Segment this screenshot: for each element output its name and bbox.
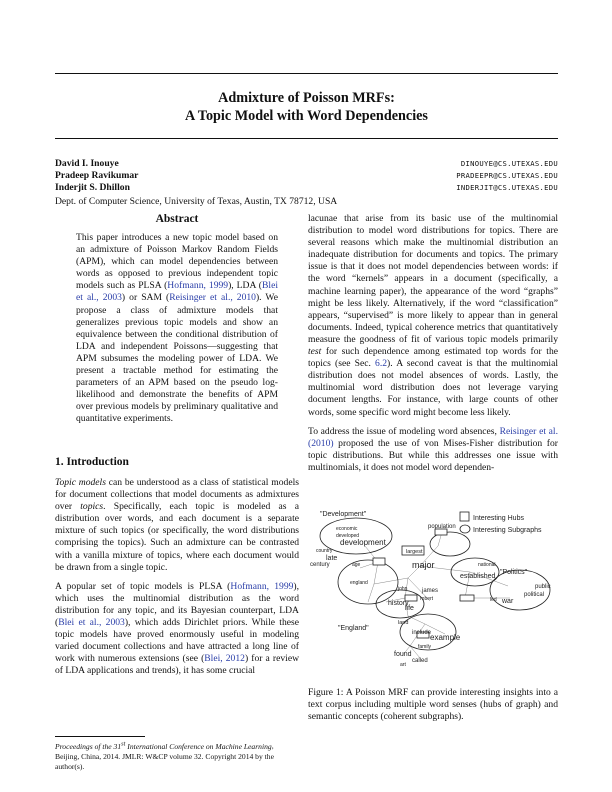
abstract-heading: Abstract	[155, 213, 199, 225]
word-label: late	[326, 555, 338, 562]
group-label-england: "England"	[338, 625, 369, 632]
hub-box	[460, 595, 474, 601]
subgraph-england	[338, 560, 398, 604]
word-label: england	[350, 580, 368, 586]
word-label: family	[418, 644, 432, 650]
word-label: land	[398, 620, 409, 626]
word-label: example	[430, 633, 461, 642]
word-label: include	[412, 630, 432, 636]
abstract-text: This paper introduces a new topic model based on an admixture of Poisson Markov Random Fields (APM), which can model dependencies between words as opposed to previous independent topic models such as PLSA (Hofmann, 1999), LDA (Blei et al., 2003) or SAM (Reisinger et al., 2010). We propose a class of admixture models that generalizes previous topic models and show an equivalence between the conditional distribution of LDA and independent Poissons—suggesting that APM subsumes the modeling power of LDA. We present a tractable method for estimating the parameters of an APM based on the pseudo log-likelihood and demonstrate the benefits of APM over previous models by preliminary qualitative and quantitative experiments.	[76, 232, 279, 425]
graph-legend	[460, 512, 542, 534]
author-email[interactable]: DINOUYE@CS.UTEXAS.EDU	[460, 159, 558, 168]
legend-hubs-label: Interesting Hubs	[473, 515, 524, 522]
word-label: james	[422, 588, 439, 594]
legend-hub-icon	[460, 512, 469, 521]
author-name: Pradeep Ravikumar	[55, 170, 139, 181]
legend-subgraphs-label: Interesting Subgraphs	[473, 527, 542, 534]
section-ref-link[interactable]: 6.2	[375, 358, 388, 370]
figure-word-graph	[310, 506, 558, 674]
word-label: war	[502, 598, 514, 605]
word-label: art	[400, 662, 406, 668]
word-label: century	[310, 562, 330, 568]
title-line-1: Admixture of Poisson MRFs:	[218, 90, 395, 106]
word-label: political	[524, 592, 545, 598]
word-label: history	[388, 600, 409, 607]
paragraph: lacunae that arise from its basic use of the multinomial distribution to model word distributions for topics. There are several reasons which make the multinomial distribution an inadequate distribution for documents and topics. The primary issue is that it does not model dependencies between words: if the word “kernels” appears in a document (specifically, a machine learning paper), the appearance of the word “graphs” might be less likely. Alternatively, if the word “classification” appears, “supervised” is more likely to appear than in general documents. Indeed, typical coherence metrics that quantitatively measure the goodness of fit of various topic models primarily test for such dependence among estimated top words for the topics (see Sec. 6.2). A second caveat is that the multinomial distribution does not model absences of words. Lastly, the multinomial word distribution does not leverage varying document lengths. For instance, with large counts of other words, some specific word might become less likely.	[308, 213, 558, 418]
paragraph: To address the issue of modeling word absences, Reisinger et al. (2010) proposed the use of von Mises-Fisher distribution for topic distributions. But while this addresses one issue with multinomials, it does not model word dependen-	[308, 425, 558, 473]
subgraph-politics	[490, 570, 550, 610]
hub-box	[373, 558, 385, 565]
author-list	[55, 158, 558, 194]
word-label: development	[340, 538, 386, 547]
word-label: country	[316, 548, 333, 554]
word-label: called	[412, 658, 428, 664]
word-label: led	[490, 597, 497, 603]
word-label: robert	[420, 596, 434, 602]
author-row	[55, 182, 558, 194]
group-label-politics: "Politics"	[500, 569, 528, 576]
word-label: life	[405, 605, 414, 612]
affiliation: Dept. of Computer Science, University of Texas, Austin, TX 78712, USA	[55, 196, 338, 207]
footnote-rule	[55, 736, 145, 737]
citation-link[interactable]: Blei, 2012	[204, 653, 245, 665]
word-label: found	[394, 651, 412, 658]
citation-link[interactable]: Hofmann, 1999	[230, 580, 294, 592]
word-label: age	[352, 562, 361, 568]
word-label: public	[535, 584, 551, 590]
title-line-2: A Topic Model with Word Dependencies	[185, 108, 428, 124]
introduction-text	[55, 477, 299, 685]
word-label: developed	[336, 533, 360, 539]
title-rule-bottom	[55, 138, 558, 139]
word-graph-svg	[310, 506, 558, 674]
word-label: largest	[406, 549, 423, 555]
right-column-text	[308, 213, 558, 481]
title-rule-top	[55, 73, 558, 74]
section-heading-introduction: 1. Introduction	[55, 456, 129, 468]
author-name: Inderjit S. Dhillon	[55, 182, 130, 193]
author-email[interactable]: PRADEEPR@CS.UTEXAS.EDU	[456, 171, 558, 180]
paragraph: Topic models can be understood as a class of statistical models for document collections that model documents as admixtures over topics. Specifically, each topic is modeled as a distribution over words, and each document is a separate mixture of such topics (or specifically, the word distributions comprising the topics). Such an admixture can be contrasted with a vanilla mixture of topics, where each document would be drawn from a single topic.	[55, 477, 299, 573]
author-row	[55, 158, 558, 170]
citation-link[interactable]: Blei et al., 2003	[58, 617, 125, 629]
citation-link[interactable]: Reisinger et al., 2010	[169, 292, 256, 304]
word-label: major	[412, 560, 435, 570]
author-email[interactable]: INDERJIT@CS.UTEXAS.EDU	[456, 183, 558, 192]
author-name: David I. Inouye	[55, 158, 119, 169]
footnote: Proceedings of the 31st International Conference on Machine Learning, Beijing, China, 2014. JMLR: W&CP volume 32. Copyright 2014 by the author(s).	[55, 740, 274, 771]
word-label: national	[478, 562, 496, 568]
citation-link[interactable]: Reisinger et al. (2010)	[308, 425, 558, 449]
paper-title	[55, 89, 558, 125]
hub-boxes	[373, 529, 474, 638]
group-label-development: "Development"	[320, 511, 367, 518]
subgraph-population	[430, 532, 470, 556]
abstract-section	[55, 212, 299, 426]
word-label: population	[428, 524, 456, 530]
paragraph: A popular set of topic models is PLSA (Hofmann, 1999), which uses the multinomial distribution as the word distribution for any topic, and its Bayesian counterpart, LDA (Blei et al., 2003), which adds Dirichlet priors. While these topic models have proved enormously useful in modeling varied document collections and have attracted a long line of work with numerous extensions (see (Blei, 2012) for a review of LDA applications and trends), it has some crucial	[55, 580, 300, 677]
word-label: john	[398, 586, 408, 592]
figure-caption: Figure 1: A Poisson MRF can provide interesting insights into a text corpus including multiple word senses (hubs of graph) and semantic concepts (coherent subgraphs).	[308, 687, 558, 723]
citation-link[interactable]: Hofmann, 1999	[167, 280, 229, 292]
word-label: economic	[336, 526, 358, 532]
author-row	[55, 170, 558, 182]
word-label: established	[460, 573, 496, 580]
citation-link[interactable]: Blei et al., 2003	[76, 280, 279, 304]
legend-subgraph-icon	[460, 525, 470, 533]
